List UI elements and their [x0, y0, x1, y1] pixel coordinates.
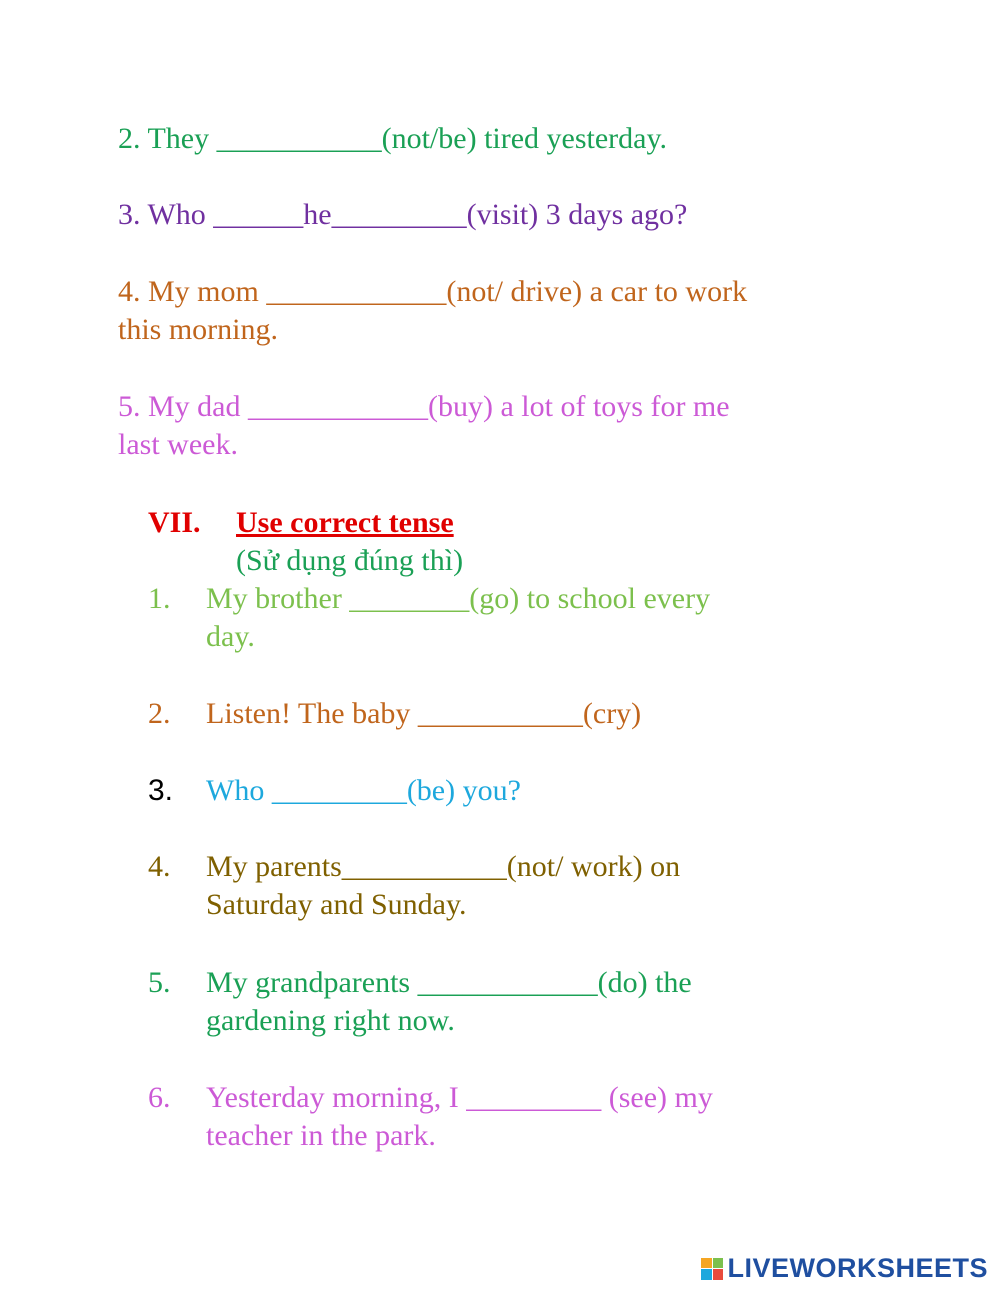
- list-item: [0, 580, 1000, 656]
- liveworksheets-logo[interactable]: [701, 1253, 988, 1284]
- list-item-number: 6.: [148, 1081, 171, 1114]
- list-item-text: My grandparents ____________(do) the: [206, 966, 692, 999]
- list-item: [0, 964, 1000, 1040]
- list-item-number: 2.: [148, 697, 171, 730]
- list-item-text-continued: day.: [206, 620, 255, 653]
- liveworksheets-logo-text: LIVEWORKSHEETS: [727, 1253, 988, 1283]
- list-item-number: 3.: [148, 774, 174, 807]
- list-item: [0, 848, 1000, 924]
- list-item-text-continued: Saturday and Sunday.: [206, 888, 467, 921]
- list-item-number: 1.: [148, 582, 171, 615]
- sentence-5: 5. My dad ____________(buy) a lot of toys for me: [118, 390, 730, 423]
- list-item-number: 5.: [148, 966, 171, 999]
- list-item-text: Listen! The baby ___________(cry): [206, 697, 642, 730]
- list-item: [0, 695, 1000, 733]
- liveworksheets-logo-icon: [701, 1258, 723, 1280]
- section-number: VII.: [148, 506, 201, 539]
- sentence-4-continued: this morning.: [118, 313, 279, 346]
- list-item-text-continued: gardening right now.: [206, 1004, 455, 1037]
- list-item-text: My brother ________(go) to school every: [206, 582, 711, 615]
- list-item: [0, 772, 1000, 810]
- list-item-text-continued: teacher in the park.: [206, 1119, 436, 1152]
- section-subtitle: (Sử dụng đúng thì): [236, 544, 464, 577]
- list-item-number: 4.: [148, 850, 171, 883]
- list-item: [0, 1079, 1000, 1155]
- sentence-2: 2. They ___________(not/be) tired yesterday.: [118, 122, 668, 155]
- section-title: Use correct tense: [236, 506, 454, 539]
- list-item-text: Who _________(be) you?: [206, 774, 521, 807]
- sentence-4: 4. My mom ____________(not/ drive) a car to work: [118, 275, 748, 308]
- list-item-text: Yesterday morning, I _________ (see) my: [206, 1081, 713, 1114]
- sentence-3: 3. Who ______he_________(visit) 3 days ago?: [118, 198, 688, 231]
- list-item-text: My parents___________(not/ work) on: [206, 850, 681, 883]
- sentence-5-continued: last week.: [118, 428, 238, 461]
